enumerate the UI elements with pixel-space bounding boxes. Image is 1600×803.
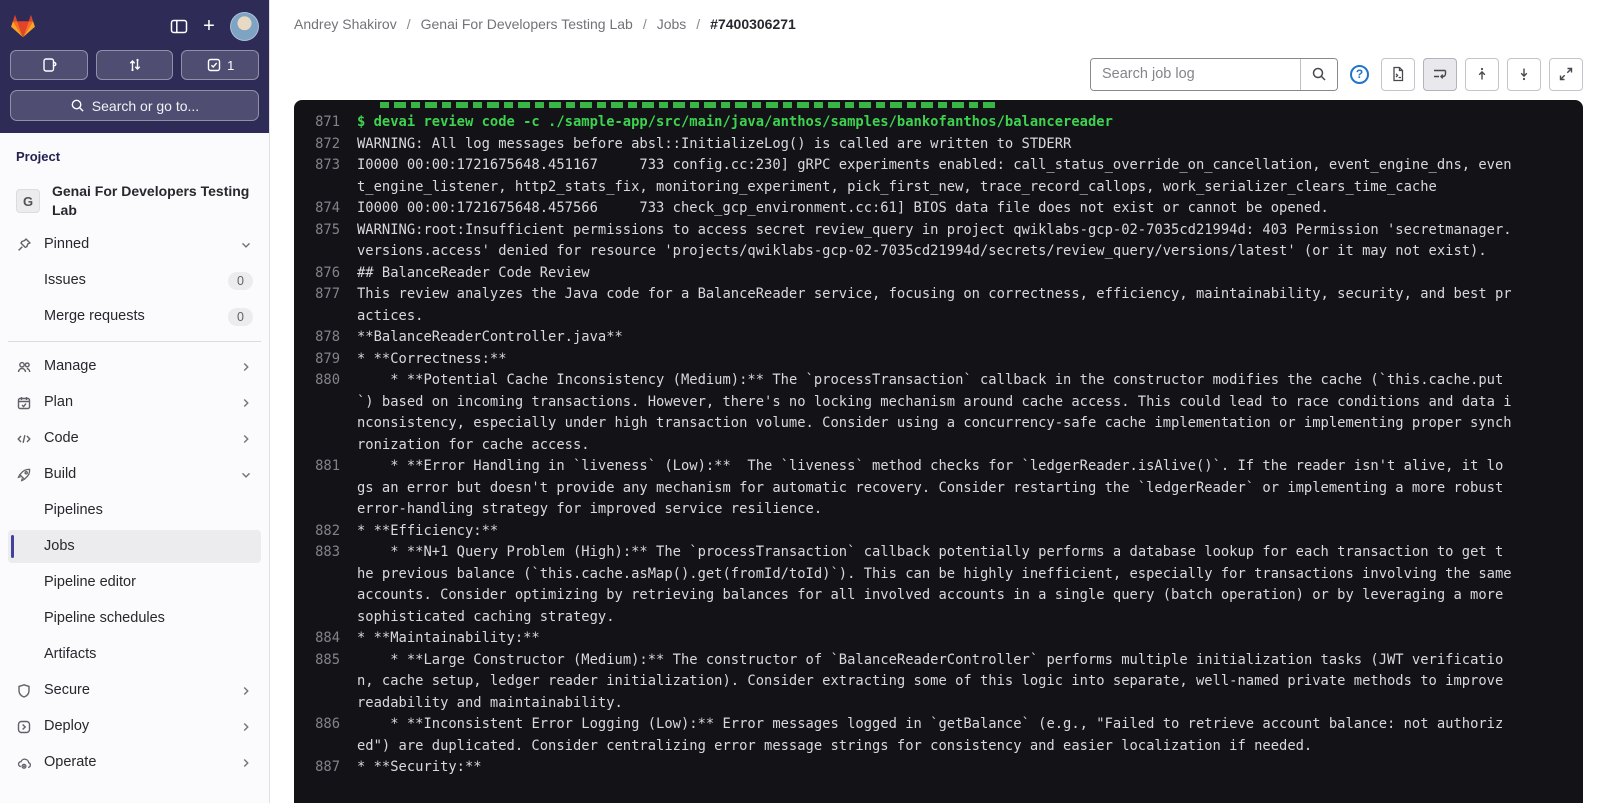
sidebar-item-pipeline-editor[interactable]: [8, 566, 261, 599]
log-line-number[interactable]: 879: [315, 350, 340, 367]
sidebar-item-merge-requests[interactable]: [8, 300, 261, 333]
sidebar-header: [0, 0, 269, 133]
log-text: WARNING: All log messages before absl::InitializeLog() is called are written to STDERR: [357, 135, 1072, 152]
sidebar-item-deploy[interactable]: [8, 710, 261, 743]
tanuki-icon: [10, 14, 36, 38]
search-help-icon[interactable]: ?: [1350, 65, 1369, 84]
sidebar-item-label: Jobs: [44, 538, 75, 554]
merge-requests-count-badge: 0: [228, 308, 253, 326]
breadcrumb-separator: /: [406, 16, 411, 32]
raw-log-button[interactable]: [1381, 58, 1415, 91]
chevron-right-icon: [239, 360, 253, 374]
log-line-number[interactable]: 875: [315, 221, 340, 238]
job-log[interactable]: [294, 100, 1583, 803]
fullscreen-button[interactable]: [1549, 58, 1583, 91]
log-text: * **Potential Cache Inconsistency (Medium):** The `processTransaction` callback in the constructor modifies the cache (`this.cache.put`) based on incoming transactions. However, there's no locking mechanism around cache access. This could lead to race conditions and data inconsistency, especially under high transaction volume. Consider using a concurrency-safe cache implementation or implementing proper synchronization for cache access.: [357, 372, 1512, 453]
sidebar-item-label: Pipeline editor: [44, 574, 136, 590]
log-line: [300, 714, 1583, 757]
log-text: ## BalanceReader Code Review: [357, 264, 590, 281]
chevron-down-icon: [239, 468, 253, 482]
chevron-right-icon: [239, 396, 253, 410]
scroll-down-icon: [1516, 66, 1532, 82]
search-icon: [1311, 66, 1327, 82]
sidebar-item-manage[interactable]: [8, 350, 261, 383]
sidebar-item-plan[interactable]: [8, 386, 261, 419]
job-log-toolbar: [270, 48, 1600, 100]
wrap-lines-button[interactable]: [1423, 58, 1457, 91]
sidebar-item-label: Operate: [44, 754, 97, 770]
sidebar-item-pinned[interactable]: [8, 228, 261, 261]
log-line-number[interactable]: 882: [315, 522, 340, 539]
sidebar-item-build[interactable]: [8, 458, 261, 491]
scroll-up-icon: [1474, 66, 1490, 82]
search-icon: [70, 98, 85, 113]
log-line: [300, 628, 1583, 650]
log-line-number[interactable]: 884: [315, 630, 340, 646]
log-line: [300, 327, 1583, 349]
plus-icon: +: [203, 14, 215, 37]
log-line: [300, 220, 1583, 263]
breadcrumb-separator: /: [642, 16, 647, 32]
calendar-check-icon: [16, 395, 32, 411]
log-line: [300, 456, 1583, 521]
sidebar-item-label: Pinned: [44, 236, 90, 252]
scroll-to-top-button[interactable]: [1465, 58, 1499, 91]
chevron-right-icon: [239, 720, 253, 734]
search-or-go-to-button[interactable]: [10, 90, 259, 121]
log-text: * **Maintainability:**: [357, 630, 540, 646]
merge-request-icon: [127, 57, 143, 73]
log-line-number[interactable]: 873: [315, 157, 340, 173]
sidebar-item-label: Build: [44, 466, 77, 482]
sidebar-item-operate[interactable]: [8, 746, 261, 779]
issues-shortcut-button[interactable]: [10, 50, 88, 80]
sidebar-item-label: Pipeline schedules: [44, 610, 165, 626]
gitlab-logo[interactable]: [10, 13, 38, 39]
sidebar-item-code[interactable]: [8, 422, 261, 455]
sidebar-item-label: Plan: [44, 394, 74, 410]
todo-count: 1: [227, 57, 235, 73]
chevron-right-icon: [239, 756, 253, 770]
log-line-number[interactable]: 887: [315, 759, 340, 775]
sidebar-item-label: Code: [44, 430, 79, 446]
log-line-number[interactable]: 880: [315, 372, 340, 388]
search-label: Search or go to...: [91, 97, 200, 114]
sidebar-item-pipelines[interactable]: [8, 494, 261, 527]
log-line-number[interactable]: 876: [315, 264, 340, 281]
issues-icon: [41, 57, 57, 73]
log-line: [300, 757, 1583, 779]
log-line: [300, 650, 1583, 715]
shield-icon: [16, 683, 32, 699]
users-icon: [16, 359, 32, 375]
sidebar-item-label: Artifacts: [44, 646, 97, 662]
sidebar-item-issues[interactable]: [8, 264, 261, 297]
breadcrumb-job-id: #7400306271: [710, 16, 796, 32]
breadcrumb-jobs[interactable]: Jobs: [656, 16, 687, 32]
breadcrumb-project[interactable]: Genai For Developers Testing Lab: [420, 16, 633, 32]
project-name: Genai For Developers Testing Lab: [52, 183, 250, 218]
log-line: [300, 263, 1583, 285]
search-submit-button[interactable]: [1300, 59, 1337, 90]
log-line: [300, 155, 1583, 198]
log-lines: [300, 112, 1583, 779]
code-icon: [16, 431, 32, 447]
log-line: [300, 521, 1583, 543]
log-line-number[interactable]: 885: [315, 651, 340, 668]
sidebar-divider: [8, 341, 261, 342]
sidebar-item-project[interactable]: [8, 177, 261, 225]
log-text: I0000 00:00:1721675648.457566 733 check_gcp_environment.cc:61] BIOS data file does not exist or cannot be opened.: [357, 200, 1329, 216]
log-text: * **Error Handling in `liveness` (Low):** The `liveness` method checks for `ledgerReader.isAlive()`. If the reader isn't alive, it logs an error but doesn't provide any mechanism for automatic recovery. Consider restarting the `ledgerReader` or implementing a more robust error-handling strategy for improved service resilience.: [357, 458, 1512, 517]
collapse-sidebar-button[interactable]: [164, 11, 194, 41]
user-avatar[interactable]: [230, 12, 259, 41]
chevron-down-icon: [239, 238, 253, 252]
log-text: * **Efficiency:**: [357, 522, 499, 539]
chevron-right-icon: [239, 684, 253, 698]
breadcrumb-user[interactable]: Andrey Shakirov: [294, 16, 397, 32]
sidebar-item-label: Deploy: [44, 718, 90, 734]
log-text: I0000 00:00:1721675648.451167 733 config.cc:230] gRPC experiments enabled: call_status_override_on_cancellation, event_engine_dns, event_engine_listener, http2_stats_fix, monitoring_experiment, pick_first_new, trace_record_callops, work_serializer_clears_time_cache: [357, 157, 1512, 195]
issues-count-badge: 0: [228, 272, 253, 290]
rocket-icon: [16, 467, 32, 483]
sidebar-item-label: Issues: [44, 272, 86, 288]
active-indicator: [11, 535, 14, 558]
sidebar-section-label: Project: [16, 149, 61, 164]
sidebar-item-secure[interactable]: [8, 674, 261, 707]
todo-list-shortcut-button[interactable]: [181, 50, 259, 80]
log-line-number[interactable]: 871: [315, 114, 340, 130]
log-line-number[interactable]: 886: [315, 716, 340, 732]
log-line: [300, 349, 1583, 371]
log-line-number[interactable]: 874: [315, 200, 340, 216]
log-command-text: $ devai review code -c ./sample-app/src/main/java/anthos/samples/bankofanthos/balancereader: [357, 114, 1113, 130]
chevron-right-icon: [239, 432, 253, 446]
log-line: [300, 112, 1583, 134]
log-text: * **Security:**: [357, 759, 482, 775]
log-line: [300, 284, 1583, 327]
sidebar-item-pipeline-schedules[interactable]: [8, 602, 261, 635]
project-avatar: G: [16, 189, 40, 213]
merge-requests-shortcut-button[interactable]: [96, 50, 174, 80]
log-line: [300, 198, 1583, 220]
log-line-number[interactable]: 877: [315, 286, 340, 302]
log-text: * **N+1 Query Problem (High):** The `processTransaction` callback potentially performs a database lookup for each transaction to get the previous balance (`this.cache.asMap().get(fromId/toId)`). This can be highly inefficient, especially for transactions involving the same accounts. Consider optimizing by retrieving balances for all involved accounts in a single query (batch operation) or by leveraging a more sophisticated caching strategy.: [357, 544, 1520, 625]
log-line-number[interactable]: 881: [315, 458, 340, 474]
clipped-previous-log-line: [380, 102, 1000, 108]
cloud-gear-icon: [16, 755, 32, 771]
log-text: This review analyzes the Java code for a BalanceReader service, focusing on correctness, efficiency, maintainability, security, and best practices.: [357, 286, 1512, 324]
sidebar-item-artifacts[interactable]: [8, 638, 261, 671]
panel-left-icon: [170, 18, 188, 35]
sidebar-item-label: Pipelines: [44, 502, 103, 518]
sidebar-item-label: Merge requests: [44, 308, 145, 324]
todo-check-icon: [206, 57, 222, 73]
scroll-to-bottom-button[interactable]: [1507, 58, 1541, 91]
breadcrumb-separator: /: [696, 16, 701, 32]
log-line-number[interactable]: 883: [315, 544, 340, 560]
sidebar-item-jobs[interactable]: [8, 530, 261, 563]
create-new-button[interactable]: [194, 11, 224, 41]
sidebar-item-label: Manage: [44, 358, 97, 374]
search-job-log-input[interactable]: [1091, 59, 1300, 90]
log-line: [300, 542, 1583, 628]
main-content: [270, 0, 1600, 803]
log-line-number[interactable]: 872: [315, 135, 340, 152]
raw-file-icon: [1390, 66, 1406, 82]
log-line: [300, 370, 1583, 456]
log-text: * **Large Constructor (Medium):** The constructor of `BalanceReaderController` performs multiple initialization tasks (JWT verification, cache setup, ledger reader initialization). Consider extracting some of this logic into separate, well-named private methods to improve readability and maintainability.: [357, 651, 1512, 711]
job-log-search: [1090, 58, 1338, 91]
breadcrumb: [270, 0, 1600, 48]
deploy-icon: [16, 719, 32, 735]
soft-wrap-icon: [1432, 66, 1448, 82]
log-text: * **Correctness:**: [357, 350, 507, 367]
log-line-number[interactable]: 878: [315, 329, 340, 345]
sidebar-nav: [0, 133, 269, 803]
super-sidebar: [0, 0, 270, 803]
log-text: **BalanceReaderController.java**: [357, 329, 623, 345]
log-text: WARNING:root:Insufficient permissions to access secret review_query in project qwiklabs-gcp-02-7035cd21994d: 403 Permission 'secretmanager.versions.access' denied for resource 'projects/qwiklabs-gcp-02-7035cd21994d/secrets/review_query/versions/latest' (or it may not exist).: [357, 221, 1512, 259]
log-text: * **Inconsistent Error Logging (Low):** Error messages logged in `getBalance` (e.g., "Failed to retrieve account balance: not authorized") are duplicated. Consider centralizing error message strings for consistency and easier localization if needed.: [357, 716, 1504, 754]
sidebar-item-label: Secure: [44, 682, 90, 698]
pin-icon: [16, 237, 32, 253]
log-line: [300, 134, 1583, 156]
expand-icon: [1558, 66, 1574, 82]
